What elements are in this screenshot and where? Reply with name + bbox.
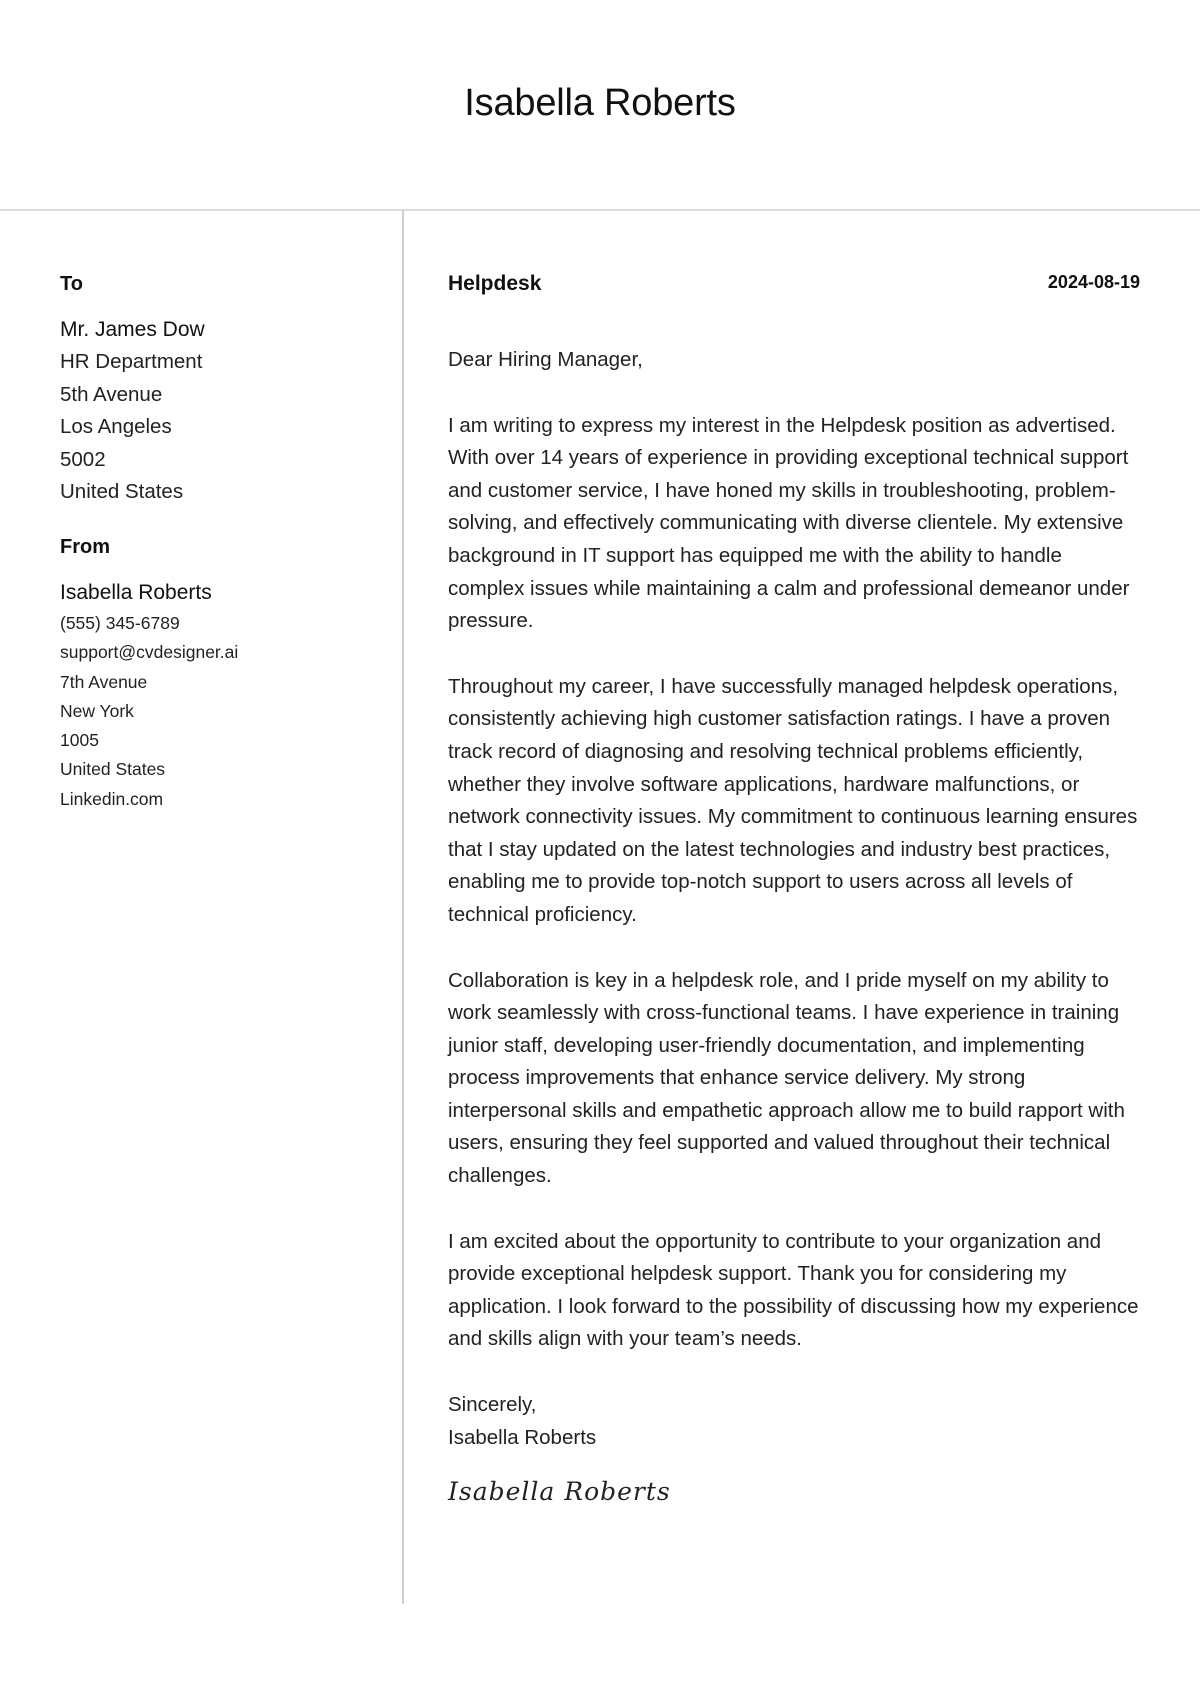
from-label: From bbox=[60, 535, 110, 558]
letter-header bbox=[448, 270, 1140, 304]
sender-website: Linkedin.com bbox=[60, 788, 164, 809]
sender-city: New York bbox=[60, 700, 134, 721]
position-title: Helpdesk bbox=[448, 272, 542, 295]
to-label: To bbox=[60, 273, 83, 295]
recipient-name: Mr. James Dow bbox=[60, 318, 205, 341]
letter-main bbox=[448, 270, 1140, 1509]
recipient-country: United States bbox=[60, 480, 184, 504]
letter-body bbox=[448, 344, 1140, 1509]
letter-paragraph: Throughout my career, I have successfully managed helpdesk operations, consistently achieving high customer satisfaction ratings. I have a proven track record of diagnosing and resolving technical problems efficiently, whether they involve software applications, hardware malfunctions, or network connectivity issues. My commitment to continuous learning ensures that I stay updated on the latest technologies and industry best practices, enabling me to provide top-notch support to users across all levels of technical proficiency. bbox=[448, 674, 1138, 926]
letter-paragraph: Collaboration is key in a helpdesk role, and I pride myself on my ability to work seamlessly with cross-functional teams. I have experience in training junior staff, developing user-friendly documentation, and implementing process improvements that enhance service delivery. My strong interpersonal skills and empathetic approach allow me to build rapport with users, ensuring they feel supported and valued throughout their technical challenges. bbox=[448, 968, 1125, 1188]
sender-street: 7th Avenue bbox=[60, 671, 148, 692]
page-header bbox=[0, 0, 1200, 211]
sender-name: Isabella Roberts bbox=[60, 580, 212, 604]
letter-closing: Sincerely, bbox=[448, 1393, 537, 1417]
sender-country: United States bbox=[60, 759, 166, 780]
letter-greeting: Dear Hiring Manager, bbox=[448, 348, 643, 371]
sidebar bbox=[60, 270, 380, 814]
recipient-city: Los Angeles bbox=[60, 415, 172, 439]
column-divider bbox=[402, 210, 404, 1604]
letter-date: 2024-08-19 bbox=[1047, 272, 1140, 292]
letter-paragraph: I am writing to express my interest in the Helpdesk position as advertised. With over 14 years of experience in providing exceptional technical support and customer service, I have honed my skills in troubleshooting, problem-solving, and effectively communicating with diverse clientele. My extensive background in IT support has equipped me with the ability to handle complex issues while maintaining a calm and professional demeanor under pressure. bbox=[448, 413, 1130, 633]
sender-email: support@cvdesigner.ai bbox=[60, 642, 239, 663]
sender-zip: 1005 bbox=[60, 730, 99, 751]
handwritten-signature: Isabella Roberts bbox=[448, 1477, 671, 1507]
recipient-zip: 5002 bbox=[60, 447, 106, 471]
recipient-department: HR Department bbox=[60, 350, 203, 373]
letter-closing-name: Isabella Roberts bbox=[448, 1425, 597, 1449]
sender-phone: (555) 345-6789 bbox=[60, 612, 180, 633]
applicant-name-heading: Isabella Roberts bbox=[464, 82, 736, 124]
letter-paragraph: I am excited about the opportunity to contribute to your organization and provide exceptional helpdesk support. Thank you for considering my application. I look forward to the possibility of discussing how my experience and skills align with your team’s needs. bbox=[448, 1229, 1139, 1351]
recipient-street: 5th Avenue bbox=[60, 382, 163, 406]
